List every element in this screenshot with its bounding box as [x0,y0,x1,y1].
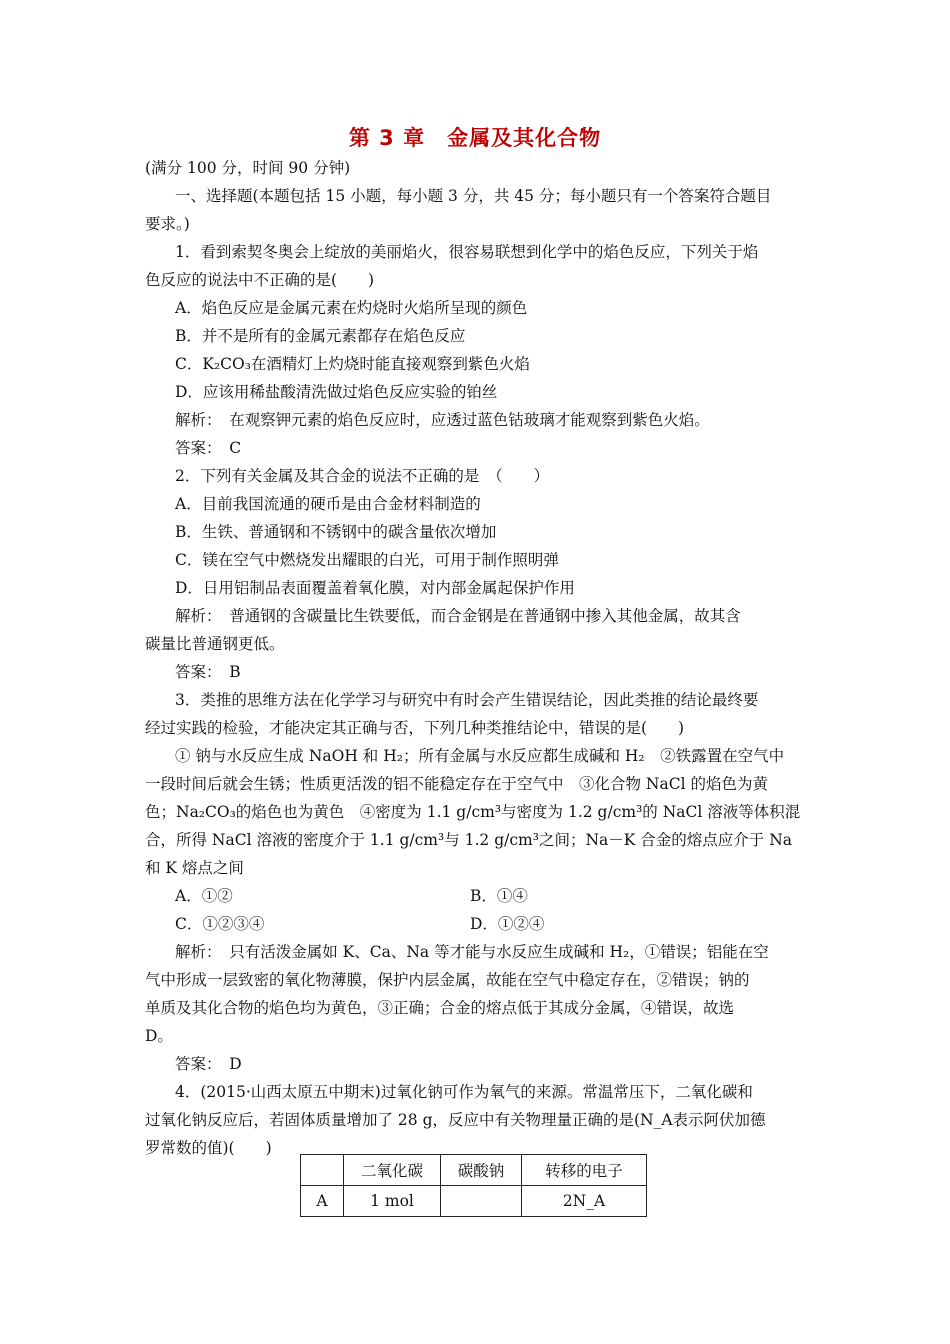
q3-body-5: 和 K 熔点之间 [145,859,244,877]
q2-option-d: D．日用铝制品表面覆盖着氧化膜，对内部金属起保护作用 [175,579,575,597]
q3-stem: 3．类推的思维方法在化学学习与研究中有时会产生错误结论，因此类推的结论最终要 [175,691,759,709]
q3-option-d: D．①②④ [470,915,545,933]
q1-stem: 1．看到索契冬奥会上绽放的美丽焰火，很容易联想到化学中的焰色反应，下列关于焰 [175,243,759,261]
table-cell: A [301,1186,344,1217]
table-cell: 2N_A [522,1186,647,1217]
q2-answer: 答案： B [175,663,241,681]
q3-answer: 答案： D [175,1055,242,1073]
q3-option-a: A．①② [175,887,233,905]
q4-table [300,1154,647,1217]
q1-option-d: D．应该用稀盐酸清洗做过焰色反应实验的铂丝 [175,383,498,401]
q4-stem-3: 罗常数的值)( ) [145,1139,272,1157]
q3-body-4: 合，所得 NaCl 溶液的密度介于 1.1 g/cm³与 1.2 g/cm³之间；Na－K 合金的熔点应介于 Na [145,831,792,849]
q1-answer: 答案： C [175,439,242,457]
q3-body-3: 色；Na₂CO₃的焰色也为黄色 ④密度为 1.1 g/cm³与密度为 1.2 g/cm³的 NaCl 溶液等体积混 [145,803,801,821]
chapter-title: 第 3 章 金属及其化合物 [348,126,602,150]
q1-option-c: C．K₂CO₃在酒精灯上灼烧时能直接观察到紫色火焰 [175,355,530,373]
q2-option-c: C．镁在空气中燃烧发出耀眼的白光，可用于制作照明弹 [175,551,559,569]
q3-analysis-2: 气中形成一层致密的氧化物薄膜，保护内层金属，故能在空气中稳定存在，②错误；钠的 [145,971,750,989]
q3-option-b: B．①④ [470,887,528,905]
q3-stem-cont: 经过实践的检验，才能决定其正确与否，下列几种类推结论中，错误的是( ) [145,719,685,737]
q3-option-c: C．①②③④ [175,915,265,933]
q2-option-a: A．目前我国流通的硬币是由合金材料制造的 [175,495,481,513]
q1-option-b: B．并不是所有的金属元素都存在焰色反应 [175,327,466,345]
q3-analysis: 解析： 只有活泼金属如 K、Ca、Na 等才能与水反应生成碱和 H₂，①错误；铝能在空 [175,943,769,961]
q3-body-1: ① 钠与水反应生成 NaOH 和 H₂；所有金属与水反应都生成碱和 H₂ ②铁露置在空气中 [175,747,785,765]
q2-analysis: 解析： 普通钢的含碳量比生铁要低，而合金钢是在普通钢中掺入其他金属，故其含 [175,607,741,625]
table-header-row [301,1155,647,1186]
table-header-cell: 二氧化碳 [344,1155,441,1186]
q2-option-b: B．生铁、普通钢和不锈钢中的碳含量依次增加 [175,523,497,541]
table-header-cell: 碳酸钠 [441,1155,522,1186]
table-cell [441,1186,522,1217]
table-header-cell [301,1155,344,1186]
q3-analysis-3: 单质及其化合物的焰色均为黄色，③正确；合金的熔点低于其成分金属，④错误，故选 [145,999,735,1017]
q4-stem-2: 过氧化钠反应后，若固体质量增加了 28 g，反应中有关物理量正确的是(N_A表示阿伏加德 [145,1111,766,1129]
section-heading-cont: 要求。) [145,215,190,233]
q3-analysis-4: D。 [145,1027,173,1045]
q2-analysis-cont: 碳量比普通钢更低。 [145,635,285,653]
table-cell: 1 mol [344,1186,441,1217]
q1-stem-cont: 色反应的说法中不正确的是( ) [145,271,375,289]
table-header-cell: 转移的电子 [522,1155,647,1186]
q1-analysis: 解析： 在观察钾元素的焰色反应时，应透过蓝色钴玻璃才能观察到紫色火焰。 [175,411,710,429]
q2-stem: 2．下列有关金属及其合金的说法不正确的是 （ ） [175,467,550,485]
q3-body-2: 一段时间后就会生锈；性质更活泼的铝不能稳定存在于空气中 ③化合物 NaCl 的焰色为黄 [145,775,768,793]
section-heading: 一、选择题(本题包括 15 小题，每小题 3 分，共 45 分；每小题只有一个答案符合题目 [175,187,772,205]
q4-stem: 4．(2015·山西太原五中期末)过氧化钠可作为氧气的来源。常温常压下，二氧化碳和 [175,1083,753,1101]
q1-option-a: A．焰色反应是金属元素在灼烧时火焰所呈现的颜色 [175,299,528,317]
table-row [301,1186,647,1217]
exam-meta: (满分 100 分，时间 90 分钟) [145,159,351,177]
